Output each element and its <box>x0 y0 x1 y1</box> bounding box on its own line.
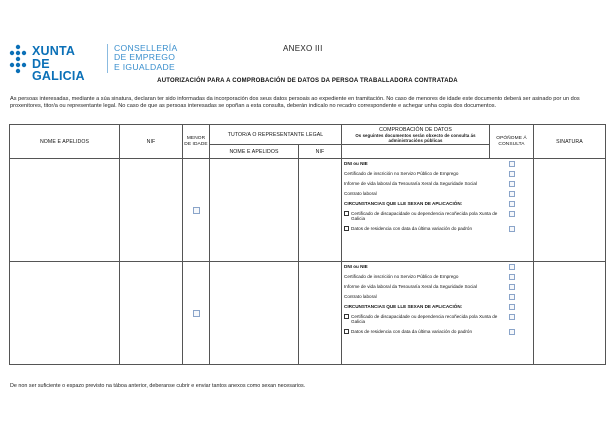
oppose-checkbox[interactable] <box>509 161 515 167</box>
authorization-table <box>9 124 606 365</box>
header-signature: SINATURA <box>534 125 606 159</box>
header-check-title: COMPROBACIÓN DE DATOS <box>379 126 452 133</box>
logo-line-2: DE GALICIA <box>32 56 85 83</box>
tutor-name-cell[interactable] <box>210 159 299 262</box>
header-tutor-nif: NIF <box>299 145 342 159</box>
oppose-checkbox[interactable] <box>509 329 515 335</box>
list-item: Informe de vida laboral da Tesouraría Xeral da Seguridade Social <box>342 179 533 189</box>
document-list <box>342 262 534 365</box>
oppose-checkbox[interactable] <box>509 226 515 232</box>
minor-cell <box>183 159 210 262</box>
oppose-checkbox[interactable] <box>509 201 515 207</box>
header-name: NOME E APELIDOS <box>10 125 120 159</box>
header-tutor-name: NOME E APELIDOS <box>210 145 299 159</box>
list-item: Certificado de discapacidade ou dependencia recoñecida pola Xunta de Galicia <box>342 312 533 327</box>
xunta-logo <box>8 44 106 83</box>
apply-checkbox[interactable] <box>344 314 349 319</box>
galicia-cross-icon <box>8 44 28 74</box>
form-title: AUTORIZACIÓN PARA A COMPROBACIÓN DE DATOS DA PERSOA TRABALLADORA CONTRATADA <box>157 78 458 84</box>
oppose-checkbox[interactable] <box>509 211 515 217</box>
list-item: CIRCUNSTANCIAS QUE LLE SEXAN DE APLICACIÓN: <box>342 302 533 312</box>
list-item: DNI ou NIE <box>342 262 533 272</box>
header-oppose: OPÓÑOME Á CONSULTA <box>490 125 534 159</box>
annex-label: ANEXO III <box>283 44 323 53</box>
name-cell[interactable] <box>10 159 120 262</box>
table-row <box>10 159 606 262</box>
apply-checkbox[interactable] <box>344 329 349 334</box>
intro-paragraph: As persoas interesadas, mediante a súa sinatura, declaran ter sido informadas da incorporación dos seus datos persoais ao expediente en tramitación. No caso de menores de idade este documento deberá ser asinado por un dos proxenitores, titor/a ou representante legal. No caso de que as persoas interesadas se opoñan a esta consulta, deberán indicalo no recadro correspondente e achegar unha copia dos documentos. <box>10 96 580 110</box>
logo-divider <box>107 44 108 73</box>
header-minor: MENOR DE IDADE <box>183 125 210 159</box>
oppose-checkbox[interactable] <box>509 284 515 290</box>
table-row <box>10 262 606 365</box>
department-line-3: E IGUALDADE <box>114 61 176 72</box>
tutor-nif-cell[interactable] <box>299 159 342 262</box>
oppose-checkbox[interactable] <box>509 264 515 270</box>
oppose-checkbox[interactable] <box>509 274 515 280</box>
list-item: Certificado de inscrición no Servizo Público de Emprego <box>342 169 533 179</box>
minor-checkbox[interactable] <box>193 310 200 317</box>
oppose-checkbox[interactable] <box>509 181 515 187</box>
list-item: Datos de residencia con data da última variación do padrón <box>342 224 533 234</box>
list-item: Contrato laboral <box>342 189 533 199</box>
logo-text <box>32 45 106 83</box>
minor-checkbox[interactable] <box>193 207 200 214</box>
nif-cell[interactable] <box>120 159 183 262</box>
document-list <box>342 159 534 262</box>
header-tutor: TUTOR/A O REPRESENTANTE LEGAL <box>210 125 342 145</box>
list-item: Certificado de discapacidade ou dependencia recoñecida pola Xunta de Galicia <box>342 209 533 224</box>
header-check <box>342 125 490 145</box>
footer-note: De non ser suficiente o espazo previsto na táboa anterior, deberanse cubrir e enviar tantos anexos como sexan necesarios. <box>10 383 306 389</box>
apply-checkbox[interactable] <box>344 211 349 216</box>
department-line-2: DE EMPREGO <box>114 52 176 63</box>
list-item: Certificado de inscrición no Servizo Público de Emprego <box>342 272 533 282</box>
oppose-checkbox[interactable] <box>509 171 515 177</box>
list-item: Contrato laboral <box>342 292 533 302</box>
list-item: Informe de vida laboral da Tesouraría Xeral da Seguridade Social <box>342 282 533 292</box>
tutor-nif-cell[interactable] <box>299 262 342 365</box>
header-nif: NIF <box>120 125 183 159</box>
logo-line-1: XUNTA <box>32 44 76 58</box>
oppose-checkbox[interactable] <box>509 304 515 310</box>
header-check-spacer <box>342 145 490 159</box>
list-item: CIRCUNSTANCIAS QUE LLE SEXAN DE APLICACIÓN: <box>342 199 533 209</box>
signature-cell[interactable] <box>534 262 606 365</box>
apply-checkbox[interactable] <box>344 226 349 231</box>
minor-cell <box>183 262 210 365</box>
list-item: DNI ou NIE <box>342 159 533 169</box>
tutor-name-cell[interactable] <box>210 262 299 365</box>
name-cell[interactable] <box>10 262 120 365</box>
department-name <box>114 44 177 72</box>
oppose-checkbox[interactable] <box>509 314 515 320</box>
department-line-1: CONSELLERÍA <box>114 43 178 53</box>
oppose-checkbox[interactable] <box>509 294 515 300</box>
header-check-subtitle: Os seguintes documentos serán obxecto de consulta ás administracións públicas <box>355 132 476 143</box>
oppose-checkbox[interactable] <box>509 191 515 197</box>
list-item: Datos de residencia con data da última variación do padrón <box>342 327 533 337</box>
nif-cell[interactable] <box>120 262 183 365</box>
signature-cell[interactable] <box>534 159 606 262</box>
